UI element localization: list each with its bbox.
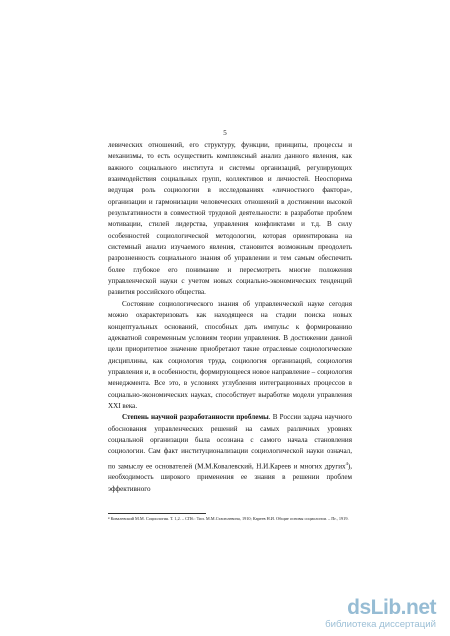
footnote-marker: 4 xyxy=(345,460,348,466)
paragraph-2: Состояние социологического знания об управленческой науке сегодня можно охарактеризовать как находящееся на стадии поиска новых концептуальных оснований, способных дать импульс к формированию адекватной современным условиям теории управления. В достижении данной цели приоритетное значение приобретают такие отраслевые социологические дисциплины, как социология труда, социология организаций, социология управления и, в особенности, формирующееся новое направление – социология менеджмента. Все это, в условиях углубления интеграционных процессов в социально-экономических науках, способствует выработке модели управления XXI века. xyxy=(108,299,352,410)
paragraph-3-text: . В России задача научного обоснования управленческих решений на самых различных уровнях социальной организации была осознана с самого начала становления социологии. Сам факт институционализации социологической науки означал, по замыслу ее основателей (М.М.Ковалевский, Н.И.Кареев и многих других xyxy=(108,413,352,470)
watermark xyxy=(325,597,436,630)
paragraph-3 xyxy=(108,412,352,495)
watermark-subtitle: библиотека диссертаций xyxy=(325,619,436,630)
footnote: ⁴ Ковалевский М.М. Социология. Т. 1,2. – СПб.: Тип. М.М.Стасюлевича, 1910; Кареев Н.И. Общие основы социологии. – Пг., 1919. xyxy=(108,516,349,521)
paragraph-1: левических отношений, его структуру, функции, принципы, процессы и механизмы, то есть осуществить комплексный анализ данного явления, как важного социального института и системы организаций, регулирующих взаимодействия социальных групп, коллективов и личностей. Неоспорима ведущая роль социологии в исследованиях «личностного фактора», организации и гармонизации человеческих отношений в достижении высокой результативности в совместной трудовой деятельности: в разработке проблем мотивации, стилей лидерства, управления конфликтами и т.д. В силу особенностей социологической методологии, которая ориентирована на системный анализ изучаемого явления, становится возможным преодолеть разрозненность социального знания об управлении и тем самым обеспечить более глубокое его понимание и пересмотреть многие положения управленческой науки с учетом новых социально-экономических тенденций развития российского общества. xyxy=(108,141,352,297)
document-body xyxy=(108,140,352,495)
footnote-separator xyxy=(108,513,206,514)
page-number: 5 xyxy=(223,129,227,137)
watermark-logo: dsLib.net xyxy=(347,596,436,619)
paragraph-3-tail: ), необходимость широкого применения ее знания в решении проблем эффективного xyxy=(108,461,352,493)
section-heading: Степень научной разработанности проблемы xyxy=(122,413,269,422)
